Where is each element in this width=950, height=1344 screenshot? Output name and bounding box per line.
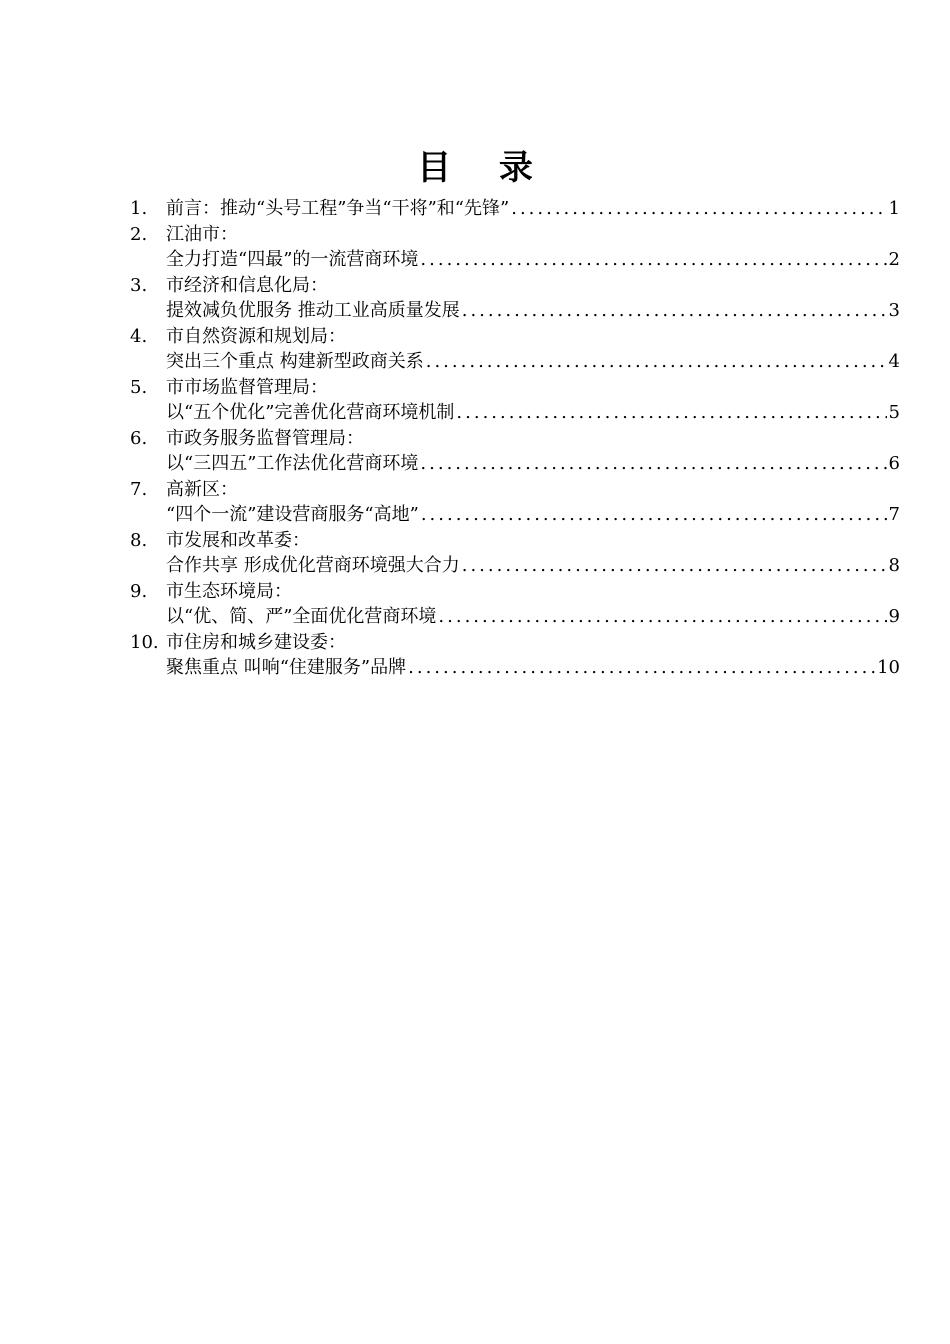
toc-entry-text: 提效减负优服务 推动工业高质量发展 (166, 300, 460, 321)
dot-leader (511, 196, 886, 222)
toc-title: 目 录 (417, 148, 551, 188)
toc-entry-text: 合作共享 形成优化营商环境强大合力 (166, 555, 460, 576)
toc-entry-line[interactable] (130, 604, 900, 630)
toc-entry-page: 5 (888, 402, 900, 423)
toc-entry-line[interactable] (130, 451, 900, 477)
dot-leader (420, 247, 886, 273)
toc-entry-number: 2. (130, 223, 148, 245)
toc-entry-heading-line (130, 528, 900, 554)
toc-entry-heading: 市住房和城乡建设委： (166, 631, 346, 653)
toc-entry-number: 5. (130, 376, 148, 398)
toc-entry-number: 1. (130, 198, 148, 219)
toc-entry-4[interactable] (130, 324, 900, 375)
toc-entry-page: 10 (877, 657, 900, 678)
toc-entry-heading-line (130, 579, 900, 605)
toc-entry-text: 聚焦重点 叫响“住建服务”品牌 (166, 657, 407, 678)
dot-leader (456, 400, 886, 426)
toc-entry-5[interactable] (130, 375, 900, 426)
toc-entry-number: 8. (130, 529, 148, 551)
toc-entry-heading: 高新区： (166, 478, 238, 500)
toc-entry-2[interactable] (130, 222, 900, 273)
toc-list (130, 196, 900, 681)
toc-entry-heading: 江油市： (166, 223, 238, 245)
toc-entry-number: 9. (130, 580, 148, 602)
toc-entry-8[interactable] (130, 528, 900, 579)
toc-entry-heading-line (130, 273, 900, 299)
toc-entry-line[interactable] (130, 349, 900, 375)
toc-entry-number: 3. (130, 274, 148, 296)
toc-entry-heading: 市发展和改革委： (166, 529, 310, 551)
toc-entry-heading-line (130, 324, 900, 350)
dot-leader (426, 349, 887, 375)
toc-entry-heading-line (130, 375, 900, 401)
dot-leader (462, 298, 887, 324)
toc-entry-heading: 市经济和信息化局： (166, 274, 328, 296)
toc-entry-heading: 市市场监督管理局： (166, 376, 328, 398)
toc-entry-heading-line (130, 426, 900, 452)
toc-entry-heading-line (130, 630, 900, 656)
toc-entry-page: 7 (888, 504, 900, 525)
toc-entry-heading: 市自然资源和规划局： (166, 325, 346, 347)
toc-entry-line[interactable] (130, 247, 900, 273)
toc-entry-heading: 市政务服务监督管理局： (166, 427, 364, 449)
dot-leader (462, 553, 887, 579)
toc-entry-heading-line (130, 477, 900, 503)
toc-entry-6[interactable] (130, 426, 900, 477)
toc-entry-text: “四个一流”建设营商服务“高地” (166, 504, 419, 525)
toc-entry-line[interactable] (130, 400, 900, 426)
toc-entry-text: 前言：推动“头号工程”争当“干将”和“先锋” (166, 198, 510, 219)
toc-entry-heading-line (130, 222, 900, 248)
toc-entry-1[interactable] (130, 196, 900, 222)
toc-entry-page: 3 (888, 300, 900, 321)
toc-entry-page: 6 (888, 453, 900, 474)
toc-entry-page: 9 (888, 606, 900, 627)
toc-entry-text: 以“五个优化”完善优化营商环境机制 (166, 402, 455, 423)
toc-entry-number: 6. (130, 427, 148, 449)
toc-entry-number: 10. (130, 631, 159, 653)
dot-leader (408, 655, 875, 681)
dot-leader (438, 604, 886, 630)
toc-entry-text: 突出三个重点 构建新型政商关系 (166, 351, 424, 372)
toc-entry-page: 2 (888, 249, 900, 270)
toc-entry-page: 4 (888, 351, 900, 372)
toc-entry-page: 1 (888, 198, 900, 219)
toc-entry-page: 8 (888, 555, 900, 576)
dot-leader (421, 502, 887, 528)
dot-leader (420, 451, 886, 477)
toc-entry-number: 7. (130, 478, 148, 500)
toc-entry-line[interactable] (130, 298, 900, 324)
toc-entry-text: 以“三四五”工作法优化营商环境 (166, 453, 419, 474)
toc-entry-line[interactable] (130, 655, 900, 681)
toc-entry-line[interactable] (130, 196, 900, 222)
toc-entry-text: 以“优、简、严”全面优化营商环境 (166, 606, 437, 627)
toc-entry-9[interactable] (130, 579, 900, 630)
toc-entry-line[interactable] (130, 502, 900, 528)
toc-entry-10[interactable] (130, 630, 900, 681)
toc-entry-number: 4. (130, 325, 148, 347)
toc-entry-line[interactable] (130, 553, 900, 579)
toc-entry-7[interactable] (130, 477, 900, 528)
toc-entry-text: 全力打造“四最”的一流营商环境 (166, 249, 419, 270)
toc-entry-3[interactable] (130, 273, 900, 324)
toc-entry-heading: 市生态环境局： (166, 580, 292, 602)
